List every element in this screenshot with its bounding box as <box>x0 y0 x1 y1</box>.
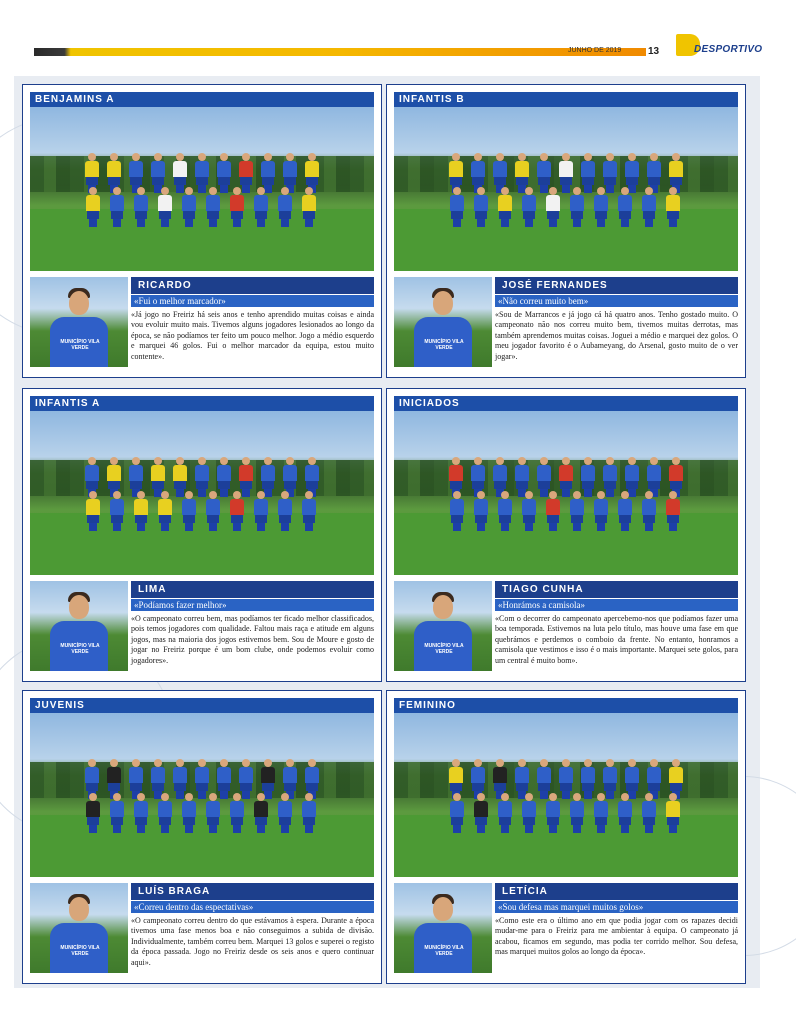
team-photo <box>30 713 374 877</box>
team-player-figure <box>618 187 632 227</box>
team-player-figure <box>110 491 124 531</box>
player-photo <box>394 581 492 671</box>
team-card-infantis-a <box>22 388 382 682</box>
team-player-figure <box>230 187 244 227</box>
team-player-figure <box>182 491 196 531</box>
team-card-feminino <box>386 690 746 984</box>
team-player-figure <box>182 793 196 833</box>
team-photo <box>394 713 738 877</box>
team-card-juvenis <box>22 690 382 984</box>
team-player-figure <box>158 793 172 833</box>
team-player-figure <box>86 793 100 833</box>
player-name: TIAGO CUNHA <box>495 581 738 598</box>
player-feature <box>394 883 738 977</box>
team-player-figure <box>666 187 680 227</box>
header-color-bar <box>34 48 646 56</box>
team-player-figure <box>618 793 632 833</box>
player-photo <box>394 883 492 973</box>
team-player-figure <box>110 793 124 833</box>
team-name-bar: INICIADOS <box>394 396 738 411</box>
team-player-figure <box>498 491 512 531</box>
player-name: LUÍS BRAGA <box>131 883 374 900</box>
team-name-bar: INFANTIS A <box>30 396 374 411</box>
team-player-figure <box>182 187 196 227</box>
team-photo <box>30 411 374 575</box>
team-player-figure <box>278 793 292 833</box>
player-interview-text: «Com o decorrer do campeonato apercebemo-nos que podíamos fazer uma boa temporada. Estivemos na luta pelo título, mas houve uma fase em que quebrámos e perdemos o comboio da frente. No entanto, honramos a camisola que vestimos e isso é o mais importante. Marquei sete golos, para um central é muito bom». <box>495 614 738 665</box>
player-feature <box>30 883 374 977</box>
team-player-figure <box>134 793 148 833</box>
team-player-figure <box>594 187 608 227</box>
player-name: LETÍCIA <box>495 883 738 900</box>
player-name: JOSÉ FERNANDES <box>495 277 738 294</box>
team-player-figure <box>546 793 560 833</box>
player-quote-headline: «Podíamos fazer melhor» <box>131 599 374 611</box>
team-player-figure <box>230 793 244 833</box>
team-player-figure <box>134 187 148 227</box>
player-quote-headline: «Fui o melhor marcador» <box>131 295 374 307</box>
shirt-sponsor: MUNICÍPIO VILA VERDE <box>424 945 464 957</box>
team-player-figure <box>158 187 172 227</box>
team-player-figure <box>618 491 632 531</box>
player-name: RICARDO <box>131 277 374 294</box>
team-player-figure <box>110 187 124 227</box>
team-card-iniciados <box>386 388 746 682</box>
player-photo <box>394 277 492 367</box>
team-player-figure <box>666 793 680 833</box>
team-player-figure <box>570 491 584 531</box>
team-name-bar: FEMININO <box>394 698 738 713</box>
player-quote-headline: «Correu dentro das espectativas» <box>131 901 374 913</box>
team-card-infantis-b <box>386 84 746 378</box>
page-number: 13 <box>648 46 660 57</box>
team-player-figure <box>546 491 560 531</box>
player-feature <box>394 581 738 675</box>
player-quote-headline: «Sou defesa mas marquei muitos golos» <box>495 901 738 913</box>
player-photo <box>30 581 128 671</box>
team-name-bar: BENJAMINS A <box>30 92 374 107</box>
team-name-bar: INFANTIS B <box>394 92 738 107</box>
team-player-figure <box>302 491 316 531</box>
player-interview-text: «O campeonato correu bem, mas podíamos ter ficado melhor classificados, pois temos jogadores com qualidade. Faltou mais raça e atitude em alguns jogos, mas na maioria dos jogos estivemos bem. Sou de Moure e gosto de jogar no Freiriz porque é um bom clube, onde podemos evoluir como jogadores». <box>131 614 374 665</box>
player-feature <box>394 277 738 371</box>
team-player-figure <box>254 187 268 227</box>
logo-text: DESPORTIVO <box>694 44 763 55</box>
team-player-figure <box>570 793 584 833</box>
player-feature <box>30 581 374 675</box>
team-player-figure <box>302 793 316 833</box>
player-name: LIMA <box>131 581 374 598</box>
team-player-figure <box>254 491 268 531</box>
team-player-figure <box>642 491 656 531</box>
team-player-figure <box>158 491 172 531</box>
team-photo <box>394 411 738 575</box>
team-player-figure <box>278 491 292 531</box>
shirt-sponsor: MUNICÍPIO VILA VERDE <box>424 339 464 351</box>
team-player-figure <box>522 491 536 531</box>
team-card-benjamins-a <box>22 84 382 378</box>
player-photo <box>30 883 128 973</box>
team-player-figure <box>450 187 464 227</box>
team-player-figure <box>642 187 656 227</box>
player-feature <box>30 277 374 371</box>
player-interview-text: «O campeonato correu dentro do que estávamos à espera. Durante a época tivemos uma fase menos boa e não conseguimos a subida de divisão. Individualmente, também correu bem. Marquei 13 golos e superei o registo da época passada. Jogo no Freiriz desde os seis anos e quero continuar aqui». <box>131 916 374 967</box>
shirt-sponsor: MUNICÍPIO VILA VERDE <box>60 339 100 351</box>
shirt-sponsor: MUNICÍPIO VILA VERDE <box>424 643 464 655</box>
team-player-figure <box>522 793 536 833</box>
player-quote-headline: «Honrámos a camisola» <box>495 599 738 611</box>
player-photo <box>30 277 128 367</box>
team-player-figure <box>546 187 560 227</box>
team-photo <box>30 107 374 271</box>
team-player-figure <box>254 793 268 833</box>
team-player-figure <box>450 793 464 833</box>
team-player-figure <box>134 491 148 531</box>
shirt-sponsor: MUNICÍPIO VILA VERDE <box>60 945 100 957</box>
desportivo-logo <box>676 34 763 60</box>
team-player-figure <box>206 793 220 833</box>
player-quote-headline: «Não correu muito bem» <box>495 295 738 307</box>
team-name-bar: JUVENIS <box>30 698 374 713</box>
team-player-figure <box>642 793 656 833</box>
player-interview-text: «Já jogo no Freiriz há seis anos e tenho aprendido muitas coisas e ainda vou evoluir muito mais. Tivemos alguns jogadores lesionados ao longo da época, se não podíamos ter feito um pouco melhor. Jogo a médio esquerdo e marquei 46 golos. Fui o melhor marcador da equipa, estou muito contente». <box>131 310 374 361</box>
team-player-figure <box>498 187 512 227</box>
team-player-figure <box>474 793 488 833</box>
issue-date: JUNHO DE 2019 <box>568 47 622 54</box>
team-player-figure <box>594 793 608 833</box>
team-player-figure <box>594 491 608 531</box>
team-player-figure <box>230 491 244 531</box>
team-player-figure <box>666 491 680 531</box>
player-interview-text: «Como este era o último ano em que podia jogar com os rapazes decidi mudar-me para o Freiriz para me ambientar à equipa. O campeonato já acabou, ficamos em segundo, mas podia ter corrido melhor. Sou defesa, mas marquei muitos golos ao longo da época». <box>495 916 738 957</box>
team-photo <box>394 107 738 271</box>
team-player-figure <box>86 187 100 227</box>
shirt-sponsor: MUNICÍPIO VILA VERDE <box>60 643 100 655</box>
player-interview-text: «Sou de Marrancos e já jogo cá há quatro anos. Tenho gostado muito. O campeonato não nos correu muito bem, tivemos muitas derrotas, mas também aprendemos muitas coisas. Joguei a médio e marquei dez golos. O meu jogador favorito é o Aubameyang, do Arsenal, gosto muito de o ver jogar». <box>495 310 738 361</box>
team-player-figure <box>570 187 584 227</box>
team-player-figure <box>474 491 488 531</box>
team-player-figure <box>302 187 316 227</box>
team-player-figure <box>450 491 464 531</box>
team-player-figure <box>206 187 220 227</box>
team-player-figure <box>498 793 512 833</box>
team-player-figure <box>86 491 100 531</box>
team-player-figure <box>206 491 220 531</box>
team-player-figure <box>278 187 292 227</box>
team-player-figure <box>522 187 536 227</box>
team-player-figure <box>474 187 488 227</box>
